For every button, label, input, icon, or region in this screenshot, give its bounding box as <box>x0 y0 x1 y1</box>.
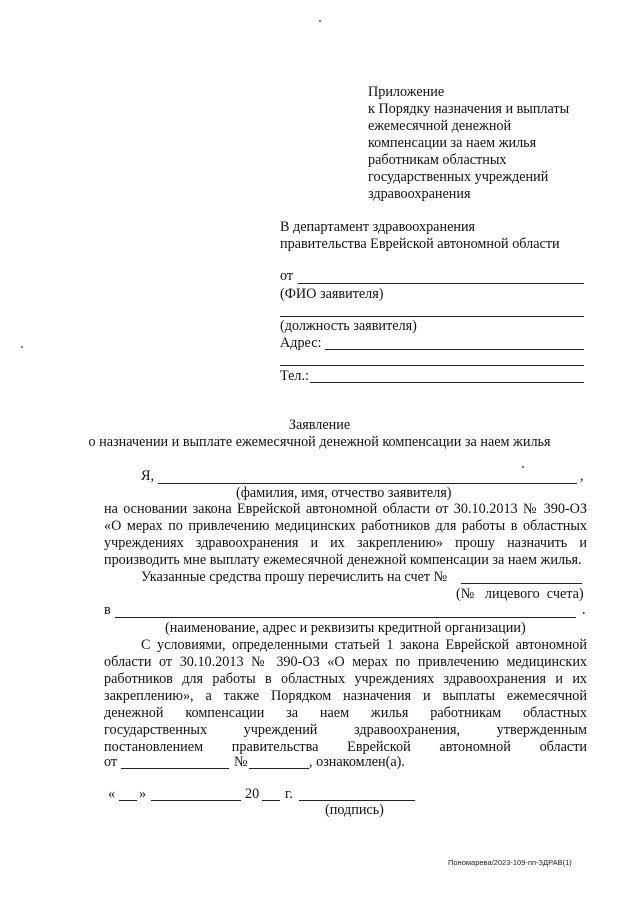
scan-speck <box>522 466 524 468</box>
date-month-line[interactable] <box>151 800 241 801</box>
account-number-line[interactable] <box>461 583 582 584</box>
document-id: Пономарева/2023-109-пп-ЗДРАВ(1) <box>448 858 572 867</box>
phone-field-line[interactable] <box>310 382 584 383</box>
decree-date-line[interactable] <box>121 768 229 769</box>
appendix-line: работникам областных <box>368 152 507 168</box>
appendix-line: компенсации за наем жилья <box>368 135 537 151</box>
para2-line: постановлением правительства Еврейской автономной области <box>104 739 587 755</box>
document-heading: Заявление <box>288 417 351 433</box>
addressee-line: В департамент здравоохранения <box>280 219 476 235</box>
address-field-line[interactable] <box>325 349 584 350</box>
decree-tail: , ознакомлен(а). <box>309 754 405 770</box>
para2-line: работников для работы в областных учреждениях здравоохранения и их <box>104 671 587 687</box>
para2-line: С условиями, определенными статьей 1 закона Еврейской автономной <box>141 637 587 653</box>
account-text: Указанные средства прошу перечислить на счет № <box>141 569 448 585</box>
i-label: Я, <box>141 468 155 484</box>
para2-line: государственных учреждений здравоохранения, утвержденным <box>104 722 587 738</box>
address-field-line-2[interactable] <box>280 365 584 366</box>
name-caption: (фамилия, имя, отчество заявителя) <box>236 485 452 501</box>
scan-speck <box>319 20 321 22</box>
fio-caption: (ФИО заявителя) <box>280 286 384 302</box>
position-field-line[interactable] <box>280 316 584 317</box>
para2-line: области от 30.10.2013 № 390-ОЗ «О мерах по привлечению медицинских <box>104 654 587 670</box>
appendix-line: Приложение <box>368 84 445 100</box>
appendix-line: ежемесячной денежной <box>368 118 512 134</box>
appendix-line: здравоохранения <box>368 186 471 202</box>
bank-caption: (наименование, адрес и реквизиты кредитной организации) <box>165 620 526 636</box>
position-caption: (должность заявителя) <box>280 318 417 334</box>
address-label: Адрес: <box>280 335 322 351</box>
para1-line: «О мерах по привлечению медицинских работников для работы в областных <box>104 518 587 534</box>
bank-dot: . <box>582 602 586 618</box>
fio-field-line[interactable] <box>298 283 584 284</box>
date-quote-open: « <box>108 786 116 802</box>
para1-line: учреждениях здравоохранения и их закреплению» прошу назначить и <box>104 535 587 551</box>
para1-line: на основании закона Еврейской автономной области от 30.10.2013 № 390-ОЗ <box>104 501 587 517</box>
addressee-line: правительства Еврейской автономной области <box>280 236 560 252</box>
date-year-line[interactable] <box>262 800 280 801</box>
decree-from-label: от <box>104 754 118 770</box>
account-caption: (№ лицевого счета) <box>456 586 584 602</box>
decree-number-line[interactable] <box>249 768 309 769</box>
appendix-line: к Порядку назначения и выплаты <box>368 101 570 117</box>
signature-line[interactable] <box>299 800 415 801</box>
appendix-line: государственных учреждений <box>368 169 549 185</box>
para2-line: денежной компенсации за наем жилья работникам областных <box>104 705 587 721</box>
i-comma: , <box>580 468 584 484</box>
date-year-suffix: г. <box>285 786 293 802</box>
document-subtitle: о назначении и выплате ежемесячной денежной компенсации за наем жилья <box>88 434 551 450</box>
para2-line: закреплению», а также Порядком назначения и выплаты ежемесячной <box>104 688 587 704</box>
date-day-line[interactable] <box>119 800 137 801</box>
phone-label: Тел.: <box>280 368 309 384</box>
signature-caption: (подпись) <box>325 802 384 818</box>
date-year-prefix: 20 <box>245 786 260 802</box>
date-quote-close: » <box>139 786 147 802</box>
from-label: от <box>280 268 294 284</box>
applicant-name-line[interactable] <box>158 483 577 484</box>
bank-prefix: в <box>104 602 111 618</box>
bank-line[interactable] <box>115 617 576 618</box>
para1-line: производить мне выплату ежемесячной денежной компенсации за наем жилья. <box>104 552 582 568</box>
scan-speck <box>21 346 23 348</box>
decree-number-label: № <box>234 754 248 770</box>
